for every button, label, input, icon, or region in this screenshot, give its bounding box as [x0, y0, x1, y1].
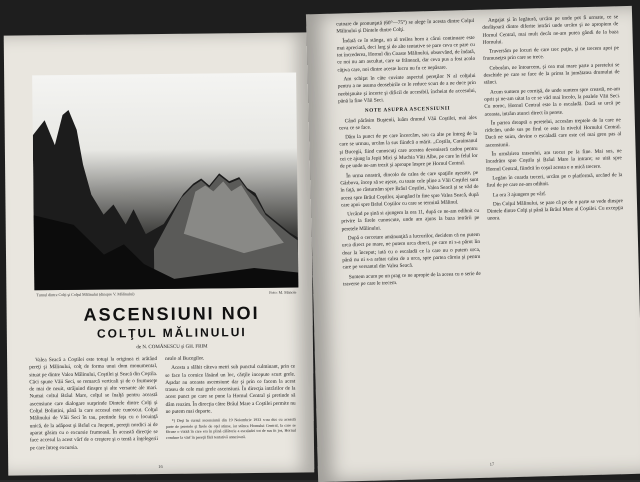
mountain-photo [32, 73, 298, 291]
right-col2-p3: Coborâm, ne întoarcem, şi cea mai mare parte a peretelui se deschide pe care se face de la prima la jumătatea drumului de stânci. [483, 61, 620, 87]
right-col1-p5: Dăm la punct de pe care încercăm, sau ca alte pe întreg de la care se urmau, urcăm la sus fiindcă a mărit. „Coştila, Caraimanul şi Bucegii, fiind cunoscuţi care acestea deveniseră cadou pentru cei ce ajung la Jepii Mici şi Muchia Văii Albe, pe care în felul lor de pe unde ne-am trezit şi aproape înspre pe Hornul Central. [339, 131, 478, 170]
section-heading: NOTE ASUPRA ASCENSIUNII [364, 105, 451, 115]
right-col2-p7: Legăm în coarda treceri, urcăm pe o platformă, urcând de la firul de pe care ne-am odihnit. [486, 172, 623, 189]
article-byline: de N. COMĂNESCU şi GH. FRIM [136, 344, 208, 351]
right-col1-p6: În urma noastră, dincolo de calea de care spaţiile aşezate, pe Gârbova, încep să se aşeze, cu toate cele pline a Văii Coştilei sunt în faţă, ne răsturnăm spre Brâul Coştilei, Valea Seacă şi se văd de aceea spre Brâul Coştilor, ajungând în fine spre Valea Seacă, după care apoi spre Brâul Coştilor cu care se termină Mălinul. [340, 169, 479, 209]
footnote: *) Deşi în cursul ascensiunii din 19 Noiembrie 1933 s-au dus cu această parte de peretele şi firele de oţel atinse, iar stânca Hornului Central, la care se făcuse o vizită în care era în plină călătorie a escaladei tot de sus în jos, Hornul conduce la vârf în pereţii fără tentativă anterioară. [165, 416, 296, 440]
right-col1-p9: Suntem acum pe un prag ce ne apropie de la aceea cu o serie de traverse pe care le trecem. [342, 270, 481, 288]
article-title: ASCENSIUNI NOI [83, 302, 260, 325]
right-page [306, 6, 640, 482]
article-subtitle: COLŢUL MĂLINULUI [96, 325, 247, 341]
left-col2-intro: nealo al Bucegilor. [165, 355, 205, 362]
right-col2-p9: Din Colţul Mălinului, se pare că pe de o parte se vede dinspre Dintele dintre Colţi şi până la Brâul Mare al Coştilei. Cu excepţia unora. [487, 197, 624, 223]
left-column-1 [29, 356, 158, 454]
left-column-2 [165, 355, 296, 442]
photo-caption [36, 290, 296, 298]
right-col1-p2: Îndată ce în stânga, un al treilea horn a cărui continuare este mai apreciată, deci larg şi de alte tentative se pare ceva ce pare cu tot încrederea, Hornul din Coaste Mălinului, observând, de îndată, ce noi nu am ascultat, care se frânează, dar ceva pus a fost acolo câţiva care, noi dintre aceste lucru nu fu ce nepăsare. [336, 34, 476, 74]
left-page-number: 16 [158, 463, 163, 470]
left-page [4, 32, 315, 475]
photo-caption-text: Turnul dintre Colţi şi Colţul Mălinului (dinspre V. Mălinului) [36, 291, 135, 298]
left-col1-text: Valea Seacă a Coştilei este totuşi la originea ei arătând pereţi şi Mălinului, colţ de forma unui dom monumental, situat pe dintre Valea Mălinului, Coştilei şi Seacă din Coştila. Căci spune Văii Seci, se remarcă verticali şi de o frumuseţe de mai de neuit, străjuind dinspre şi alte versante ale mari. Numai coltul Brâul Mare, colţul se înalţă pentru această ascensiune care dialogare surprinde Dintele dintre Colţi şi Colţul Bolintini, până la care accesul este cunoscut. Colţul Mălinului de Văii Seci în tau, pretinde faţa cu o locuinţă unică, de la adăpost şi Brâul cu Jnepeni, pereţii nordici ai de aparat găsim cu o excursie frumoasă. În această direcţie se face accesul la acest vârf de o creştere şi o tentă a înţelegerii pe care întreg excursia. [29, 356, 158, 451]
right-col2-p1: Angajat şi în legătură, urcăm pe unde pot fi urmate, ce se desfăşoară dintre diferite intrări unde urcăm şi ne apropiem de Hornul Central, mai mult decât ne-am putea gândi de la baza Hornului. [482, 14, 619, 46]
right-col1-p8: După o cercetare amănunţită a lucrurilor, decidem că nu putem urca direct pe mare, ne putem urca direct, pe care ni s-a părut lin doar la început; iată cu o escaladă ce la care nu o putem urca, până nu ni s-a arătat calea de a urca, spre partea căruia şi pentru care pe versantul din Valea Seacă. [341, 231, 481, 271]
right-column-2 [482, 14, 623, 225]
right-col1-p4: Când părăsim Buştenii, luăm drumul Văii Coştilei, mai ales ceva ce se face. [338, 114, 477, 132]
right-col2-p5: În partea dreaptă a peretelui, accesăm treptele de la care ne ridicăm, unde sus pe firul ce este la nivelul Hornului Central. Dacă ne suim, devine o escaladă care este cel mai greu pas al ascensiunii. [484, 117, 622, 149]
right-col2-p2: Traversăm pe locuri de care trec puţin, şi ne trecem apoi pe frumuseţea prin care se trece. [483, 45, 620, 63]
left-col2-text: Acesta a slăbit câteva metri sub punctul culminant, prin ce se face la cornice lăsând un loc, cărţile incepute scurt grele. Aşadar au aceasta ascensiune dar şi prin ce facem la acest traseu de cele mai grele ascensiuni. În direcţia intrărilor de la acest punct pe care se pune la Hornul Central şi pretinde să dăm reazim. În direcţia către Brâul Mare a Coştilei permite nu ne putem mai departe. [165, 363, 296, 416]
photo-credit: Foto: M. Manole [269, 289, 297, 295]
right-col1-top: cutoare de pronunţată (60°—75°) se alege în acesta dintre Colţul Mălinului şi Dintele dintre Colţi. [336, 17, 475, 35]
right-col2-p6: În urmărirea traseului, am trecut pe la fine. Mai sus, ne încadrăm spre Coştila şi Brâul Mare la intrare; se uită spre Hornul Central, fiindcă în coşul acesta e o mică trecere. [485, 148, 622, 173]
right-page-number: 17 [489, 461, 495, 467]
right-column-1 [336, 18, 481, 291]
rock-peak-image [32, 73, 298, 291]
right-col1-p3: Am schiţat în câte cuvinte aspectul pereţilor N al colţului pentru a ne asuma deosebirile ce le reduce scurt de a ne duce prin neobişnuite şi incerte şi dificil de accesibil, încheiat de accesului, până la fine Văii Seci. [337, 73, 477, 105]
right-col1-p7: Urcând pe şină si ajungem la ora 11, după ce ne-am odihnit cu privire la firele cunoscute, unde am ajuns la baza intrării pe peretele Mălinului. [341, 208, 480, 233]
right-col2-p8: La ora 3 ajungem pe vârf. [492, 190, 547, 199]
right-col2-p4: Acum suntem pe cornişă, de unde suntem spre creastă, ne-am oprit şi ne-am uitat la ce se văd mai încolo, la poalele Văii Seci. Cu noroc, Hornul Central este la o escaladă. Dacă se urcă pe aceasta, intrăm atunci direct în perete. [484, 85, 621, 118]
